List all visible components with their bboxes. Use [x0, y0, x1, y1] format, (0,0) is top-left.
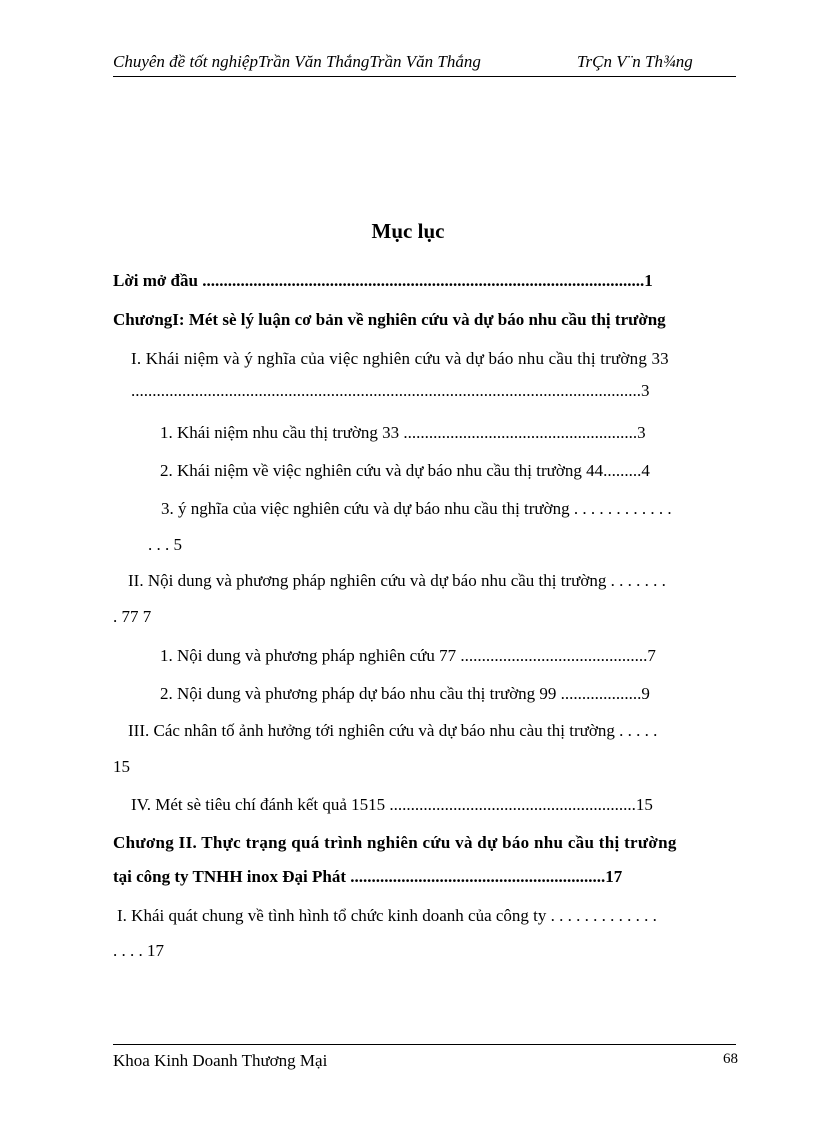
- toc-entry: II. Nội dung và phương pháp nghiên cứu và dự báo nhu cầu thị trường . . . . . . .: [128, 571, 666, 590]
- toc-entry-continuation: . 77 7: [113, 607, 152, 626]
- toc-entry: I. Khái niệm và ý nghĩa của việc nghiên cứu và dự báo nhu cầu thị trường 33: [131, 349, 669, 368]
- footer-department: Khoa Kinh Doanh Thương Mại: [113, 1051, 328, 1070]
- page-header: [113, 52, 736, 77]
- toc-chapter-heading: Chương II. Thực trạng quá trình nghiên cứu và dự báo nhu cầu thị trường: [113, 833, 677, 852]
- toc-entry: 3. ý nghĩa của việc nghiên cứu và dự báo nhu cầu thị trường . . . . . . . . . . . .: [161, 499, 672, 518]
- toc-entry-continuation: 15: [113, 757, 130, 776]
- footer-divider: [113, 1044, 736, 1045]
- toc-entry: III. Các nhân tố ảnh hưởng tới nghiên cứu và dự báo nhu càu thị trường . . . . .: [128, 721, 658, 740]
- toc-entry: Lời mở đầu ........................................................................................................1: [113, 271, 653, 290]
- toc-entry-continuation: . . . 5: [148, 535, 182, 554]
- toc-chapter-heading: ChươngI: Mét sè lý luận cơ bản về nghiên cứu và dự báo nhu cầu thị trường: [113, 310, 666, 329]
- header-right-text: TrÇn V¨n Th¾ng: [577, 52, 693, 71]
- toc-entry: 1. Nội dung và phương pháp nghiên cứu 77 ............................................7: [160, 646, 656, 665]
- toc-entry: 2. Khái niệm về việc nghiên cứu và dự báo nhu cầu thị trường 44.........4: [160, 461, 650, 480]
- toc-entry-continuation: ........................................................................................................................3: [131, 381, 650, 400]
- page-number: 68: [723, 1051, 738, 1067]
- toc-entry: 2. Nội dung và phương pháp dự báo nhu cầu thị trường 99 ...................9: [160, 684, 650, 703]
- toc-entry: 1. Khái niệm nhu cầu thị trường 33 .......................................................3: [160, 423, 646, 442]
- toc-entry-continuation: . . . . 17: [113, 941, 164, 960]
- toc-entry: I. Khái quát chung về tình hình tổ chức kinh doanh của công ty . . . . . . . . . . . . .: [117, 906, 657, 925]
- toc-entry: IV. Mét sè tiêu chí đánh kết quả 1515 ..........................................................15: [131, 795, 653, 814]
- toc-chapter-heading: tại công ty TNHH inox Đại Phát ............................................................17: [113, 867, 623, 886]
- toc-title: Mục lục: [371, 219, 445, 243]
- header-left-text: Chuyên đề tốt nghiệpTrần Văn ThắngTrần Văn Thắng: [113, 52, 481, 71]
